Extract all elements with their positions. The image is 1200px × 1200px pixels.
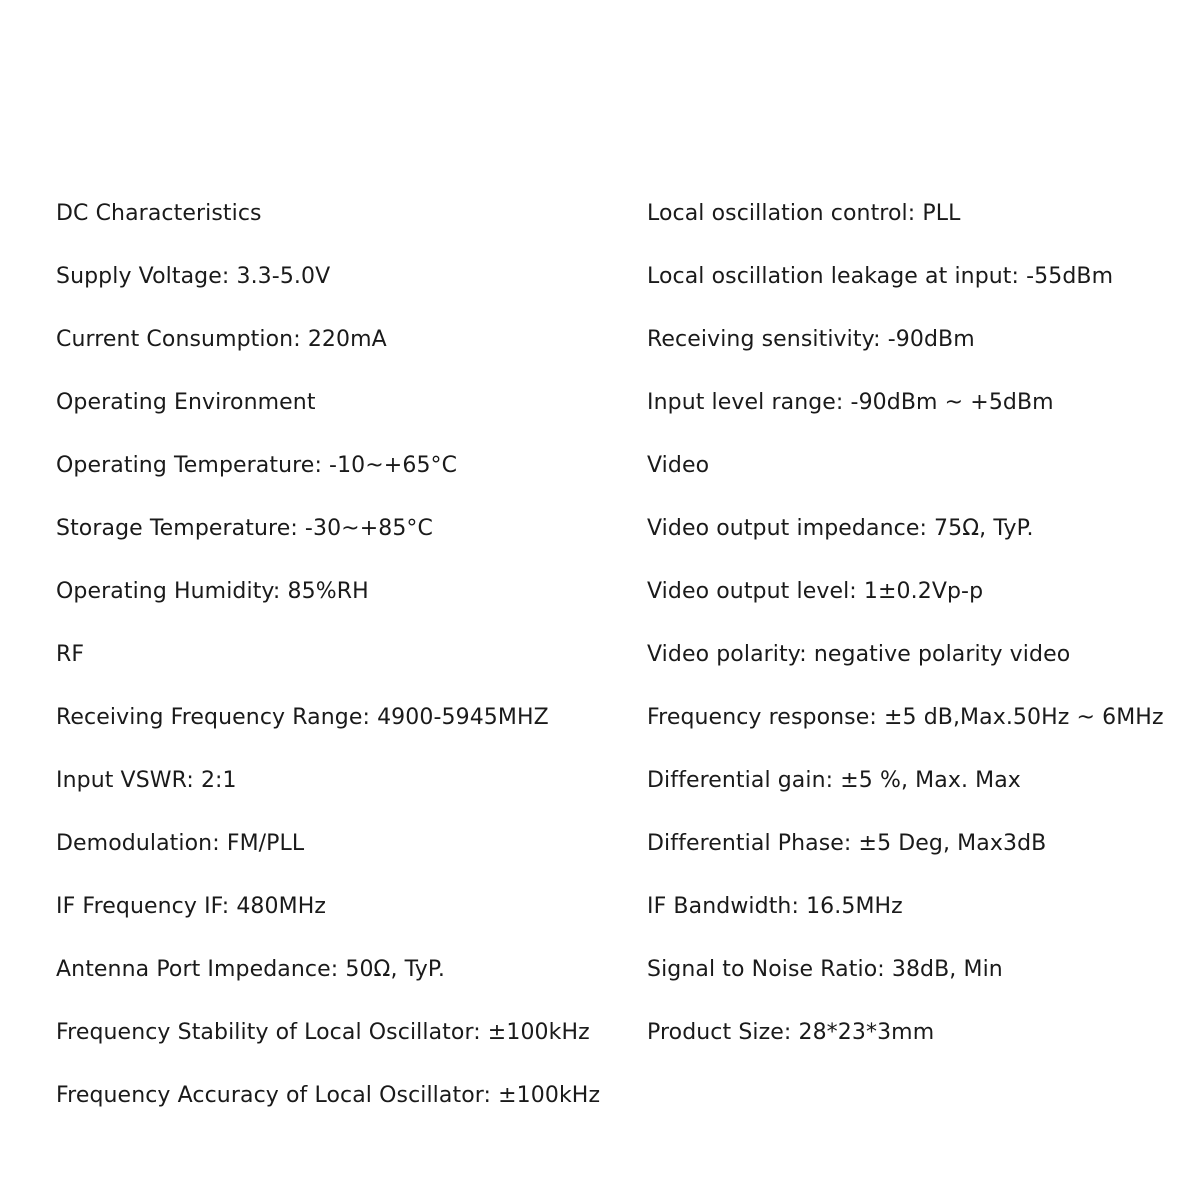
spec-line: DC Characteristics	[56, 201, 262, 226]
spec-line: Receiving sensitivity: -90dBm	[647, 327, 975, 352]
spec-line: Operating Humidity: 85%RH	[56, 579, 369, 604]
spec-line: Demodulation: FM/PLL	[56, 831, 305, 856]
spec-line: IF Bandwidth: 16.5MHz	[647, 894, 903, 919]
spec-line: Operating Temperature: -10~+65°C	[56, 453, 458, 478]
spec-line: Input VSWR: 2:1	[56, 768, 237, 793]
spec-line: Receiving Frequency Range: 4900-5945MHZ	[56, 705, 549, 730]
spec-line: Frequency Stability of Local Oscillator: ±100kHz	[56, 1020, 590, 1045]
spec-line: Supply Voltage: 3.3-5.0V	[56, 264, 331, 289]
spec-line: Differential gain: ±5 %, Max. Max	[647, 768, 1021, 793]
spec-list-right	[647, 196, 1195, 1078]
spec-line: Frequency response: ±5 dB,Max.50Hz ~ 6MHz	[647, 705, 1164, 730]
spec-line: Product Size: 28*23*3mm	[647, 1020, 935, 1045]
spec-line: Video output level: 1±0.2Vp-p	[647, 579, 984, 604]
spec-line: Signal to Noise Ratio: 38dB, Min	[647, 957, 1003, 982]
spec-line: Video	[647, 453, 710, 478]
spec-line: Input level range: -90dBm ~ +5dBm	[647, 390, 1054, 415]
spec-line: Antenna Port Impedance: 50Ω, TyP.	[56, 957, 445, 982]
spec-line: Differential Phase: ±5 Deg, Max3dB	[647, 831, 1047, 856]
spec-line: Video output impedance: 75Ω, TyP.	[647, 516, 1034, 541]
spec-line: IF Frequency IF: 480MHz	[56, 894, 326, 919]
spec-line: RF	[56, 642, 85, 667]
spec-line: Operating Environment	[56, 390, 316, 415]
spec-line: Video polarity: negative polarity video	[647, 642, 1071, 667]
spec-line: Local oscillation control: PLL	[647, 201, 961, 226]
spec-line: Frequency Accuracy of Local Oscillator: ±100kHz	[56, 1083, 601, 1108]
spec-line: Storage Temperature: -30~+85°C	[56, 516, 433, 541]
spec-line: Current Consumption: 220mA	[56, 327, 387, 352]
spec-list-left	[56, 196, 636, 1141]
spec-line: Local oscillation leakage at input: -55dBm	[647, 264, 1114, 289]
